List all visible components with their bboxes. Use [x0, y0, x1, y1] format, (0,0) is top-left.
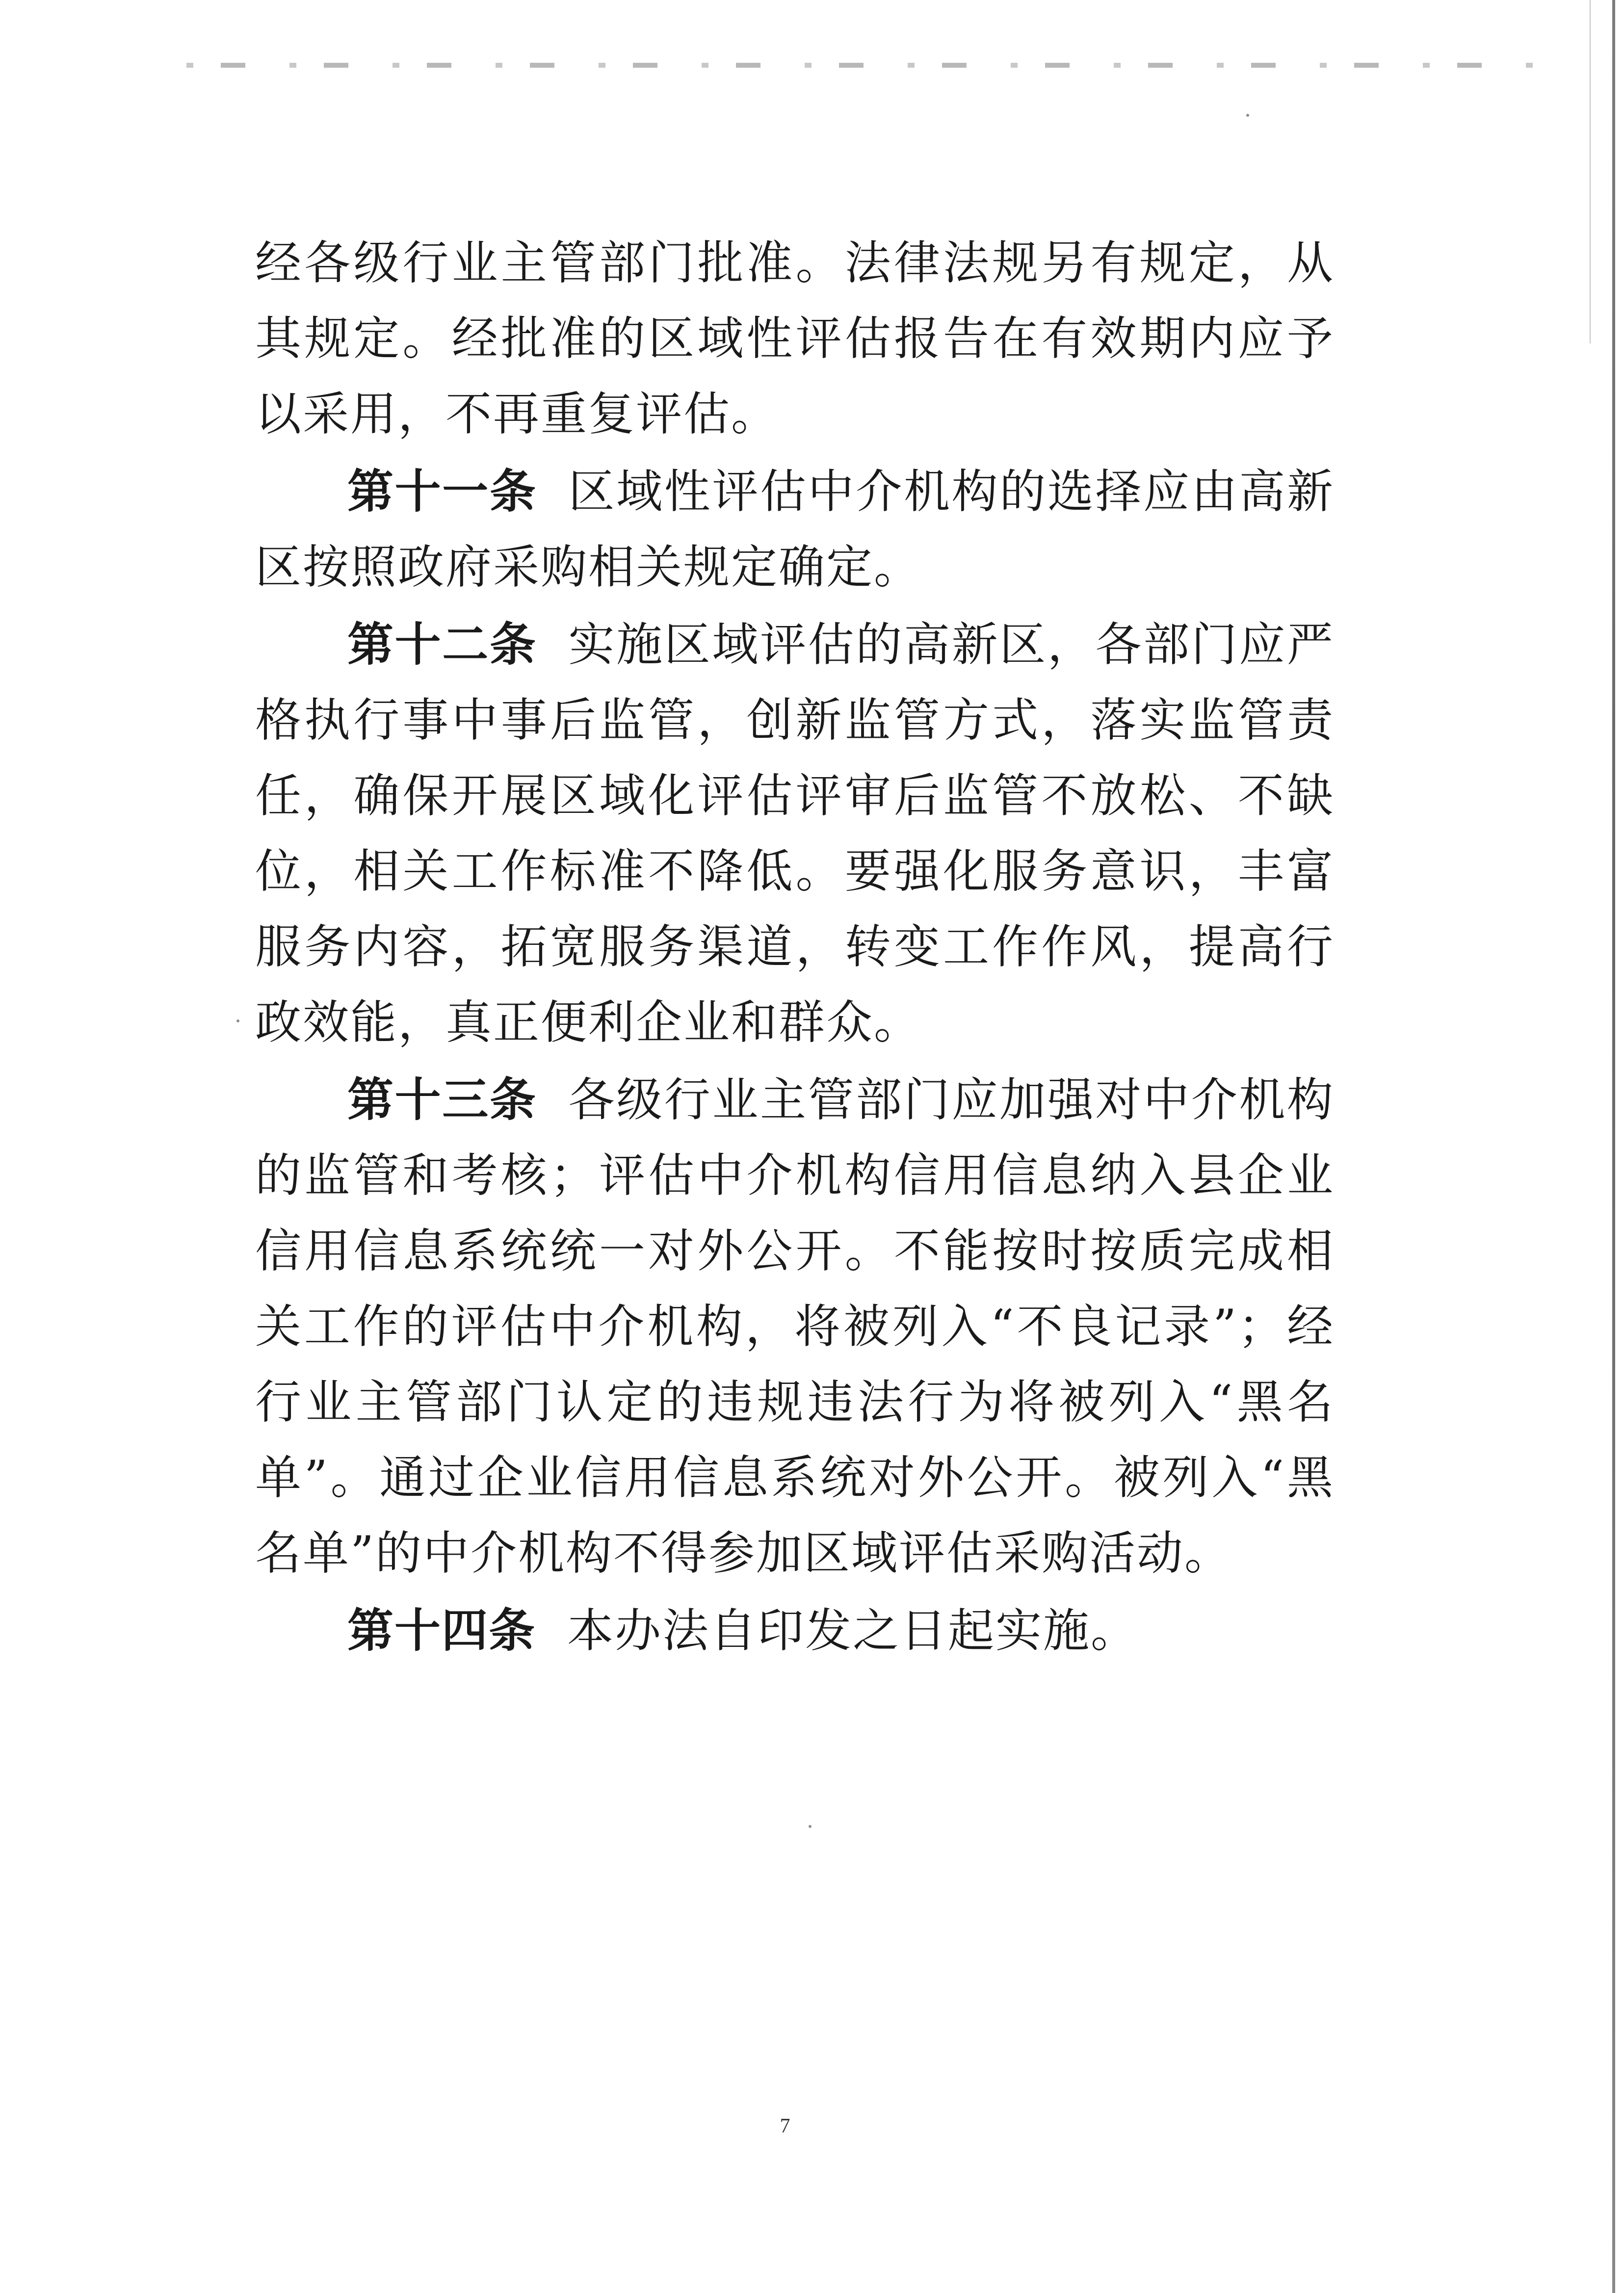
scan-speck	[236, 1019, 239, 1022]
paragraph-article-14	[255, 1593, 1335, 1669]
paragraph-continuation	[255, 226, 1335, 452]
article-label: 第十一条	[347, 465, 537, 519]
paragraph-article-11	[255, 454, 1335, 605]
scan-artifact-right-line	[1590, 0, 1591, 343]
article-label: 第十三条	[347, 1073, 537, 1127]
paragraph-article-13	[255, 1063, 1335, 1591]
document-body	[255, 226, 1335, 1669]
scan-speck	[809, 1825, 812, 1828]
page-number: 7	[780, 2115, 790, 2137]
paragraph-text: 区域性评估中介机构的选择应由高新区按照政府采购相关规定确定。	[255, 465, 1335, 594]
scan-artifact-right-edge	[1612, 0, 1615, 2293]
paragraph-text: 实施区域评估的高新区，各部门应严格执行事中事后监管，创新监管方式，落实监管责任，确保开展区域化评估评审后监管不放松、不缺位，相关工作标准不降低。要强化服务意识，丰富服务内容，拓宽服务渠道，转变工作作风，提高行政效能，真正便利企业和群众。	[255, 618, 1335, 1049]
article-label: 第十四条	[347, 1604, 536, 1658]
scan-speck	[1246, 114, 1249, 117]
paragraph-article-12	[255, 607, 1335, 1061]
paragraph-text: 各级行业主管部门应加强对中介机构的监管和考核；评估中介机构信用信息纳入县企业信用信息系统统一对外公开。不能按时按质完成相关工作的评估中介机构，将被列入“不良记录”；经行业主管部门认定的违规违法行为将被列入“黑名单”。通过企业信用信息系统对外公开。被列入“黑名单”的中介机构不得参加区域评估采购活动。	[255, 1073, 1335, 1580]
paragraph-text: 经各级行业主管部门批准。法律法规另有规定，从其规定。经批准的区域性评估报告在有效期内应予以采用，不再重复评估。	[255, 236, 1335, 441]
scan-artifact-top	[186, 63, 1560, 68]
article-label: 第十二条	[347, 618, 537, 672]
paragraph-text: 本办法自印发之日起实施。	[567, 1604, 1139, 1658]
